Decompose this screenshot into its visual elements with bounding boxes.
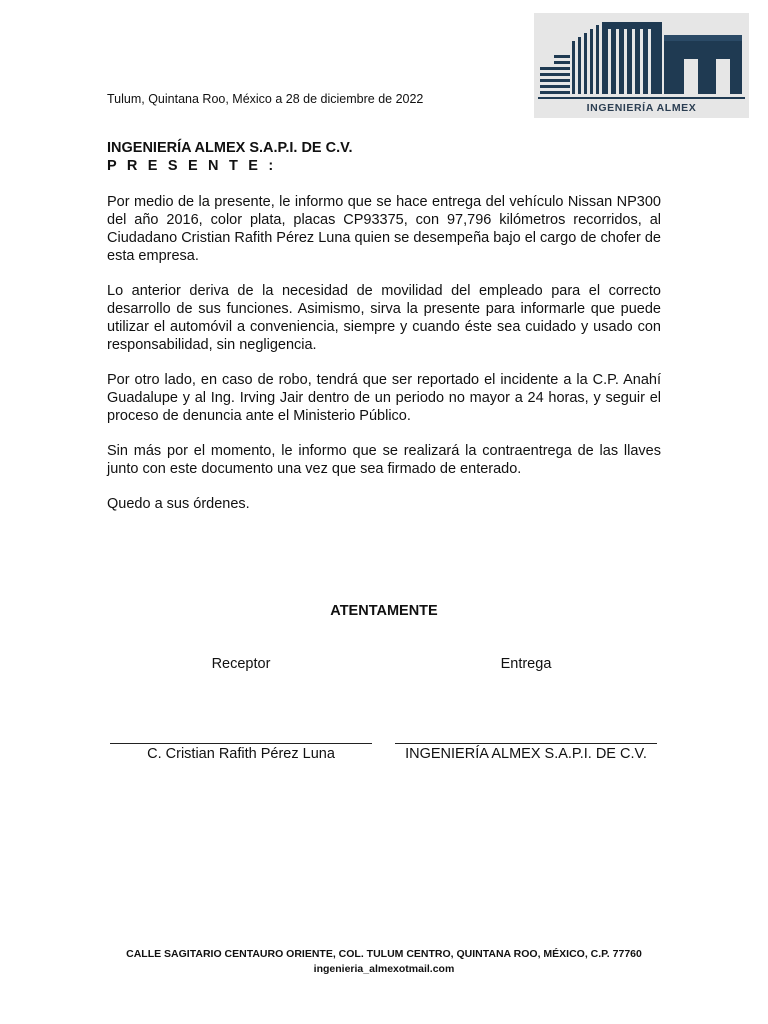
signature-name: C. Cristian Rafith Pérez Luna (147, 746, 335, 762)
signature-line (110, 743, 372, 744)
paragraph: Sin más por el momento, le informo que se realizará la contraentrega de las llaves junto con este documento una vez que sea firmado de enterado. (107, 443, 661, 477)
signature-role: Entrega (500, 656, 552, 672)
signature-line (395, 743, 657, 744)
company-logo (534, 13, 749, 118)
footer-email: ingenieria_almexotmail.com (313, 963, 455, 975)
recipient-company: INGENIERÍA ALMEX S.A.P.I. DE C.V. (107, 140, 353, 156)
signature-name: INGENIERÍA ALMEX S.A.P.I. DE C.V. (405, 746, 647, 762)
date-line: Tulum, Quintana Roo, México a 28 de diciembre de 2022 (107, 92, 424, 106)
paragraph: Por medio de la presente, le informo que se hace entrega del vehículo Nissan NP300 del año 2016, color plata, placas CP93375, con 97,796 kilómetros recorridos, al Ciudadano Cristian Rafith Pérez Luna quien se desempeña bajo el cargo de chofer de esta empresa. (107, 194, 661, 264)
paragraph: Por otro lado, en caso de robo, tendrá que ser reportado el incidente a la C.P. Anahí Guadalupe y al Ing. Irving Jair dentro de un periodo no mayor a 24 horas, y seguir el proceso de denuncia ante el Ministerio Público. (107, 372, 661, 424)
logo-text: INGENIERÍA ALMEX (586, 102, 697, 114)
paragraph: Lo anterior deriva de la necesidad de movilidad del empleado para el correcto desarrollo de sus funciones. Asimismo, sirva la presente para informarle que puede utilizar el automóvil a conveniencia, siempre y cuando éste sea cuidado y usado con responsabilidad, sin negligencia. (107, 283, 661, 353)
closing-heading: ATENTAMENTE (330, 603, 438, 619)
letter-body (107, 193, 661, 530)
signature-role: Receptor (211, 656, 271, 672)
building-logo-icon (534, 13, 749, 105)
paragraph: Quedo a sus órdenes. (107, 496, 250, 512)
presente-label: P R E S E N T E : (107, 158, 277, 174)
recipient-block (107, 139, 352, 175)
footer-address: CALLE SAGITARIO CENTAURO ORIENTE, COL. TULUM CENTRO, QUINTANA ROO, MÉXICO, C.P. 77760 (126, 948, 642, 960)
footer (0, 947, 768, 977)
